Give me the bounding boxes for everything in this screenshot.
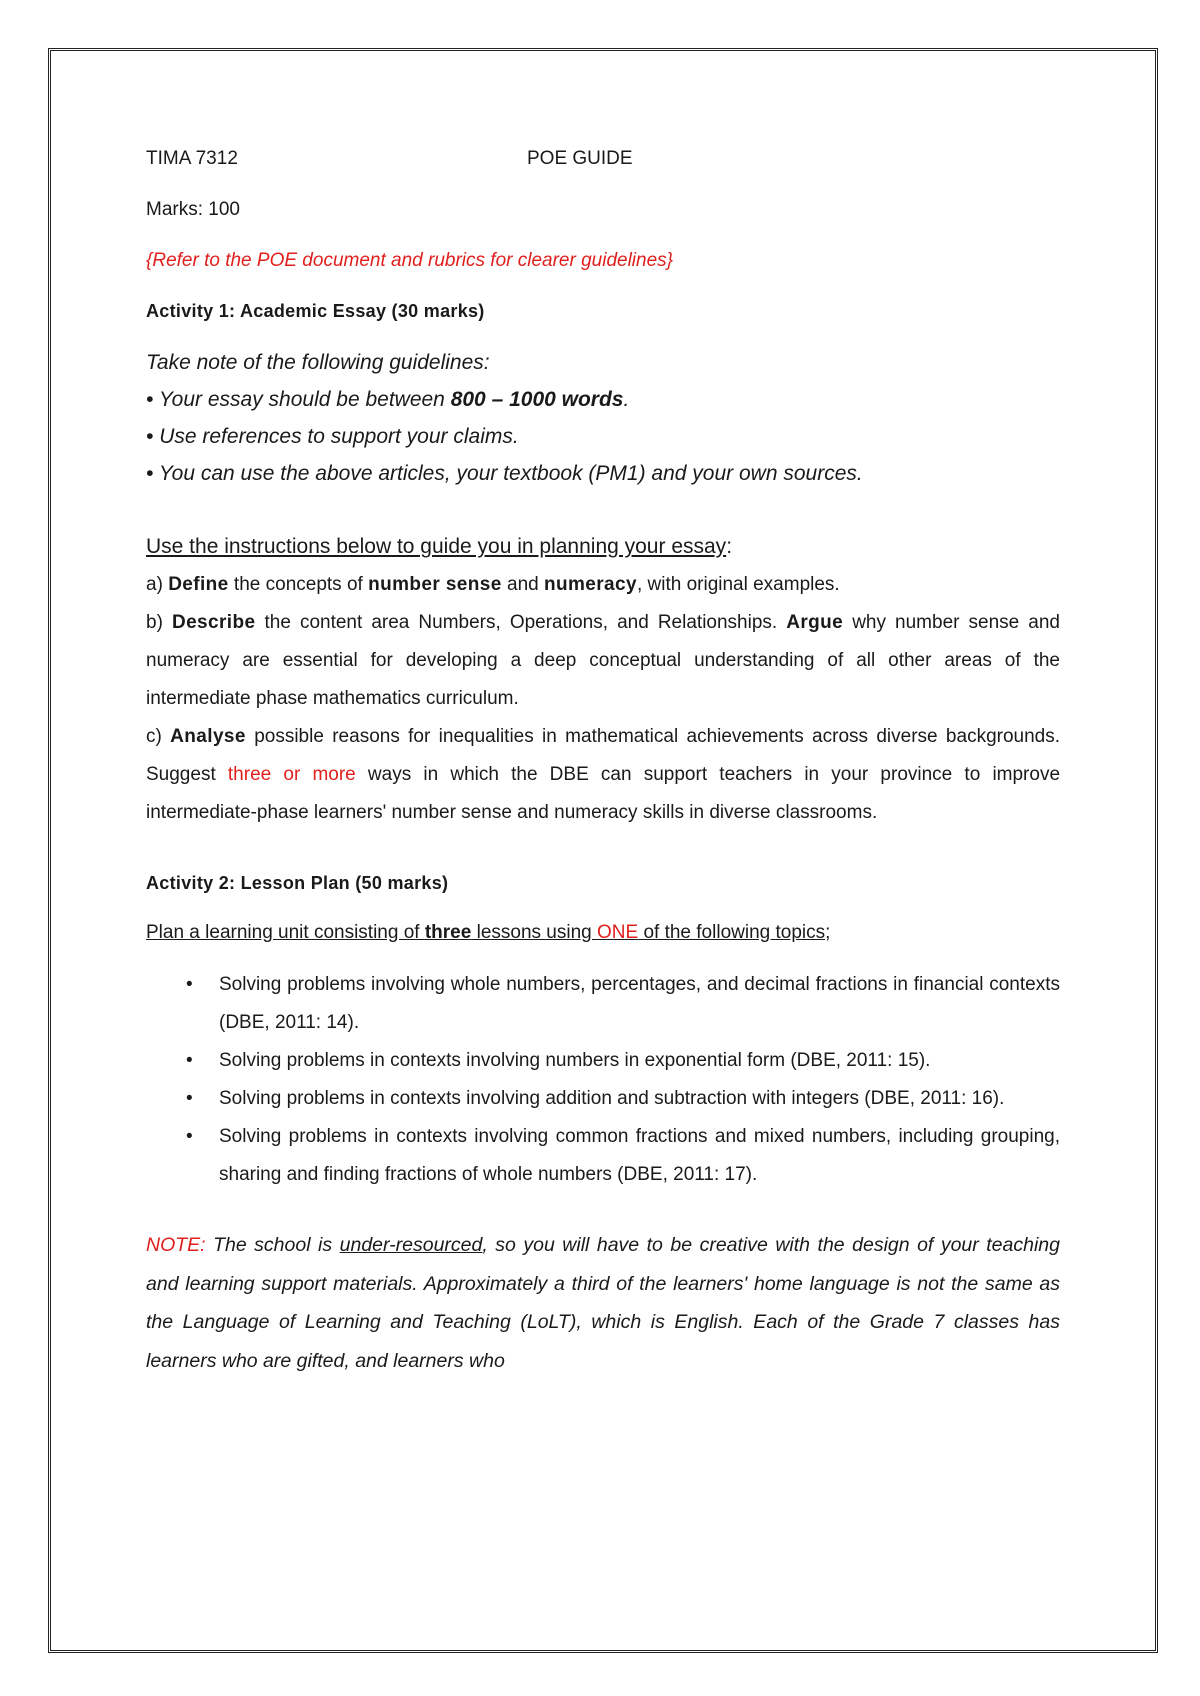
bullet-icon: • [186,1126,193,1147]
list-item: • Solving problems in contexts involving common fractions and mixed numbers, including grouping, sharing and finding fractions of whole numbers (DBE, 2011: 17). [146,1118,1060,1194]
instructions-heading: Use the instructions below to guide you in planning your essay: [146,535,733,558]
list-item: • Solving problems involving whole numbers, percentages, and decimal fractions in financial contexts (DBE, 2011: 14). [146,966,1060,1042]
document-title: POE GUIDE [527,148,633,169]
bullet-icon: • [146,425,154,448]
guideline-item: • You can use the above articles, your textbook (PM1) and your own sources. [146,462,863,485]
activity1-heading: Activity 1: Academic Essay (30 marks) [146,301,485,321]
bullet-icon: • [186,974,193,995]
school-note: NOTE: The school is under-resourced, so you will have to be creative with the design of your teaching and learning support materials. Approximately a third of the learners' home language is not the same as the Language of Learning and Teaching (LoLT), which is English. Each of the Grade 7 classes has learners who are gifted, and learners who [146,1234,1060,1372]
bullet-icon: • [146,388,154,411]
guideline-item: • Your essay should be between 800 – 1000 words. [146,388,630,411]
topic-list [146,966,1060,1194]
instruction-c: c) Analyse possible reasons for inequalities in mathematical achievements across diverse backgrounds. Suggest three or more ways in which the DBE can support teachers in your province to improve intermediate-phase learners' number sense and numeracy skills in diverse classrooms. [146,726,1061,823]
list-item: • Solving problems in contexts involving addition and subtraction with integers (DBE, 2011: 16). [146,1080,1060,1118]
word-count: 800 – 1000 words [450,388,624,411]
refer-note: {Refer to the POE document and rubrics for clearer guidelines} [146,250,674,271]
guideline-item: • Use references to support your claims. [146,425,519,448]
guidelines-intro: Take note of the following guidelines: [146,351,490,374]
total-marks: Marks: 100 [146,199,240,220]
plan-instruction: Plan a learning unit consisting of three lessons using ONE of the following topics; [146,922,831,943]
list-item: • Solving problems in contexts involving numbers in exponential form (DBE, 2011: 15). [146,1042,1060,1080]
instruction-b: b) Describe the content area Numbers, Operations, and Relationships. Argue why number sense and numeracy are essential for developing a deep conceptual understanding of all other areas of the intermediate phase mathematics curriculum. [146,612,1060,709]
bullet-icon: • [186,1050,193,1071]
document-header [146,140,1060,178]
document-body [146,140,1060,1380]
bullet-icon: • [186,1088,193,1109]
note-label: NOTE: [146,1234,206,1256]
course-code: TIMA 7312 [146,148,238,169]
activity2-heading: Activity 2: Lesson Plan (50 marks) [146,873,449,893]
bullet-icon: • [146,462,154,485]
instruction-a: a) Define the concepts of number sense and numeracy, with original examples. [146,574,840,595]
